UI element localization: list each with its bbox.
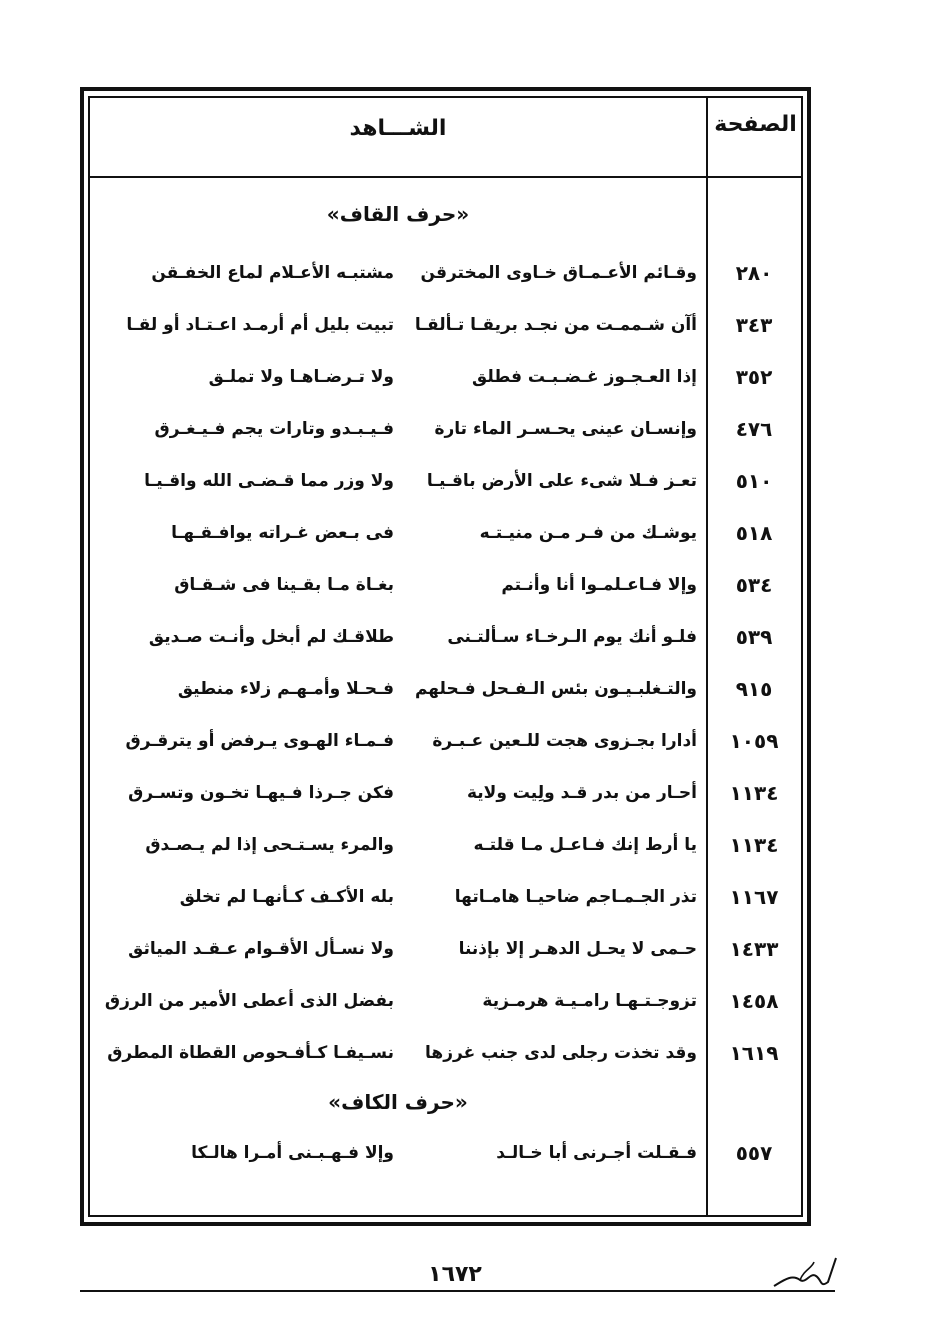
header-divider xyxy=(88,176,803,178)
table-row xyxy=(92,414,801,458)
first-hemistich: فـقـلت أجـرنى أبا خـالـد xyxy=(496,1143,697,1163)
second-hemistich: فكن جـرذا فـيهـا تخـون وتسـرق xyxy=(128,783,394,803)
page-ref: ١٤٣٣ xyxy=(729,937,779,961)
section-title-qaf: «حرف القاف» xyxy=(326,202,470,226)
first-hemistich: وقد تخذت رجلى لدى جنب غرزها xyxy=(425,1043,697,1063)
page-number: ١٦٧٢ xyxy=(428,1262,482,1287)
table-row xyxy=(92,570,801,614)
second-hemistich: مشتبـه الأعـلام لماع الخفـقن xyxy=(151,263,394,283)
first-hemistich: وإنسـان عينى يحـسـر الماء تارة xyxy=(434,419,697,439)
page-ref: ٣٥٢ xyxy=(735,365,773,389)
page-ref: ١١٣٤ xyxy=(729,781,779,805)
second-hemistich: والمرء يسـتـحى إذا لم يـصـدق xyxy=(145,835,394,855)
table-row xyxy=(92,466,801,510)
first-hemistich: تعـز فـلا شىء على الأرض باقـيـا xyxy=(426,471,697,491)
table-row xyxy=(92,362,801,406)
page-ref: ١٠٥٩ xyxy=(729,729,779,753)
page-ref: ٥١٠ xyxy=(735,469,773,493)
table-row xyxy=(92,1138,801,1182)
table-row xyxy=(92,518,801,562)
second-hemistich: ولا تـرضـاهـا ولا تملـق xyxy=(208,367,394,387)
second-hemistich: فـحـلا وأمـهـم زلاء منطيق xyxy=(177,679,394,699)
table-row xyxy=(92,726,801,770)
second-hemistich: فـيـبـدو وتارات يجم فـيـغـرق xyxy=(154,419,394,439)
page-ref: ٥١٨ xyxy=(735,521,773,545)
page-ref: ٣٤٣ xyxy=(735,313,773,337)
second-hemistich: فى بـعض غـراته يوافـقـهـا xyxy=(171,523,394,543)
second-hemistich: ولا نسـأل الأقـوام عـقـد المياثق xyxy=(128,939,394,959)
first-hemistich: أآن شـممـت من نجـد بريقـا تـألقـا xyxy=(414,315,697,335)
second-hemistich: بله الأكـف كـأنهـا لم تخلق xyxy=(179,887,394,907)
table-row xyxy=(92,622,801,666)
page-ref: ١٤٥٨ xyxy=(729,989,779,1013)
second-hemistich: بفضل الذى أعطى الأمير من الرزق xyxy=(104,991,394,1011)
page-ref: ٥٣٩ xyxy=(735,625,773,649)
first-hemistich: يوشـك من فـر مـن منيـتـه xyxy=(479,523,697,543)
second-hemistich: طلاقـك لم أبخل وأنـت صـديق xyxy=(148,627,394,647)
first-hemistich: والتـغلبـيـون بئس الـفـحل فـحلهم xyxy=(414,679,697,699)
page-ref: ١١٦٧ xyxy=(729,885,779,909)
first-hemistich: وإلا فـاعـلمـوا أنا وأنـتم xyxy=(501,575,697,595)
second-hemistich: ولا وزر مما قـضـى الله واقـيـا xyxy=(144,471,394,491)
page-ref: ١٦١٩ xyxy=(729,1041,779,1065)
first-hemistich: تذر الجـمـاجم ضاحيـا هامـاتها xyxy=(454,887,697,907)
second-hemistich: تبيت بليل أم أرمـد اعـتـاد أو لقـا xyxy=(126,315,394,335)
first-hemistich: حـمى لا يحـل الدهـر إلا بإذننا xyxy=(458,939,697,959)
first-hemistich: وقـائم الأعـمـاق خـاوى المخترقن xyxy=(420,263,697,283)
table-row xyxy=(92,934,801,978)
page-ref: ٥٥٧ xyxy=(735,1141,773,1165)
signature-mark xyxy=(770,1250,840,1292)
second-hemistich: وإلا فـهـبـنى أمـرا هالـكا xyxy=(191,1143,394,1163)
page-ref: ١١٣٤ xyxy=(729,833,779,857)
second-hemistich: بغـاة مـا بقـينا فى شـقـاق xyxy=(174,575,394,595)
table-row xyxy=(92,310,801,354)
page-column-header: الصفحة xyxy=(714,112,797,137)
shahid-column-header: الشـــاهد xyxy=(349,116,447,141)
second-hemistich: نسـيفـا كـأفـحوص القطاة المطرق xyxy=(107,1043,394,1063)
section-title-kaf: «حرف الكاف» xyxy=(328,1090,468,1114)
footer-rule xyxy=(80,1290,835,1292)
page-ref: ٥٣٤ xyxy=(735,573,773,597)
first-hemistich: أحـار من بدر قـد ولِيت ولاية xyxy=(466,783,697,803)
table-row xyxy=(92,830,801,874)
table-row xyxy=(92,882,801,926)
first-hemistich: أدارا بجـزوى هجت للـعين عـبـرة xyxy=(432,731,697,751)
page-ref: ٢٨٠ xyxy=(735,261,773,285)
first-hemistich: تزوجـتـهـا رامـيـة هرمـزية xyxy=(482,991,697,1011)
table-row xyxy=(92,778,801,822)
first-hemistich: إذا العـجـوز غـضـبـت فطلق xyxy=(472,367,697,387)
table-row xyxy=(92,258,801,302)
page-ref: ٤٧٦ xyxy=(735,417,773,441)
second-hemistich: فـمـاء الهـوى يـرفض أو يترقـرق xyxy=(125,731,394,751)
first-hemistich: فلـو أنك يوم الـرخـاء سـألتـنى xyxy=(447,627,697,647)
table-row xyxy=(92,674,801,718)
page-ref: ٩١٥ xyxy=(735,677,773,701)
table-row xyxy=(92,986,801,1030)
first-hemistich: يا أرط إنك فـاعـل مـا قلتـه xyxy=(473,835,697,855)
table-row xyxy=(92,1038,801,1082)
